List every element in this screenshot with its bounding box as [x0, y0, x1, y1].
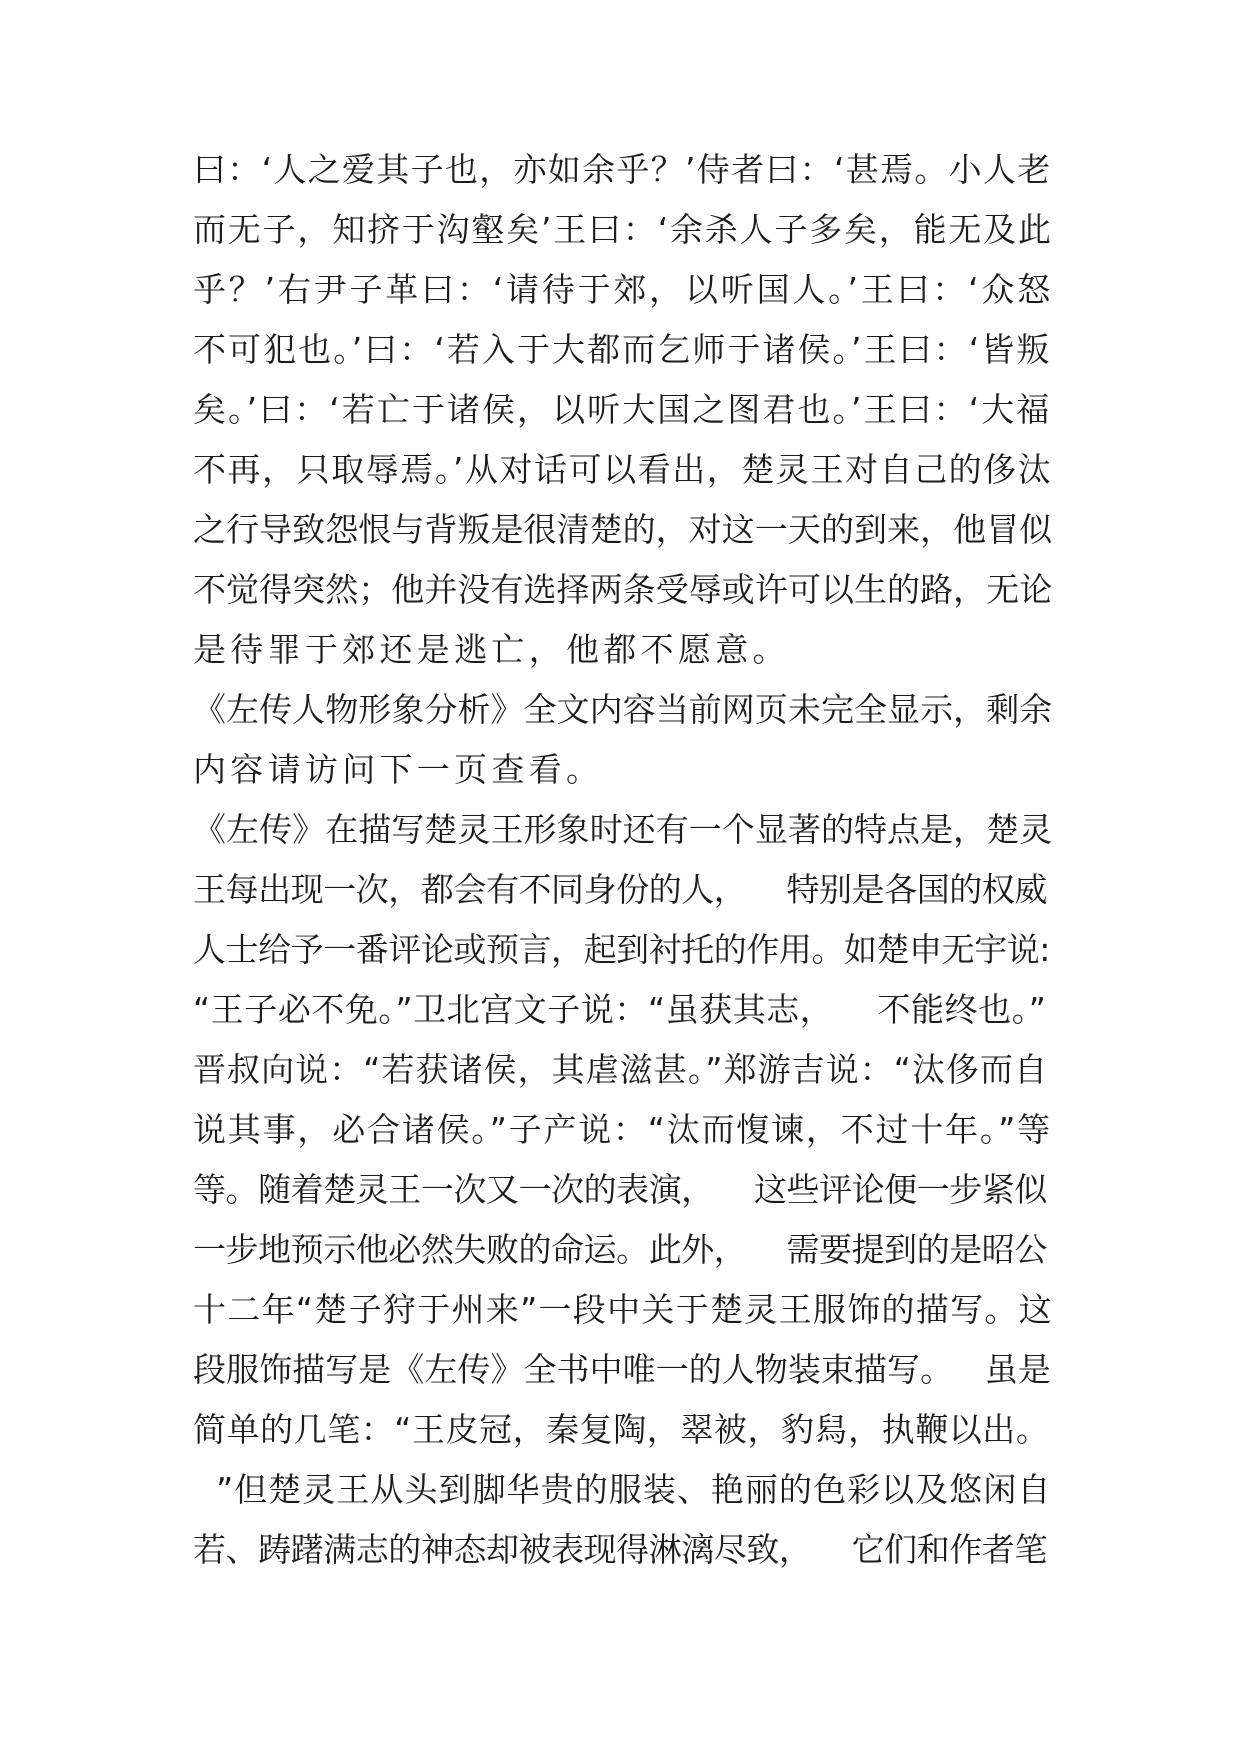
text-line: 王每出现一次，都会有不同身份的人， 特别是各国的权威	[193, 870, 1047, 909]
text-line: ”但楚灵王从头到脚华贵的服装、艳丽的色彩以及悠闲自	[193, 1470, 1052, 1509]
text-line: 等。随着楚灵王一次又一次的表演， 这些评论便一步紧似	[193, 1170, 1047, 1209]
text-line: 不再，只取辱焉。’从对话可以看出，楚灵王对自己的侈汰	[193, 450, 1053, 489]
text-line: 说其事，必合诸侯。”子产说：“汰而愎谏，不过十年。”等	[193, 1110, 1052, 1149]
text-line: 曰：‘人之爱其子也，亦如余乎？’侍者曰：‘甚焉。小人老	[193, 150, 1052, 189]
text-line: 晋叔向说：“若获诸侯，其虐滋甚。”郑游吉说：“汰侈而自	[193, 1050, 1049, 1089]
notice-line: 内容请访问下一页查看。	[193, 750, 604, 789]
text-line: 十二年“楚子狩于州来”一段中关于楚灵王服饰的描写。这	[193, 1290, 1053, 1329]
text-line: 乎？’右尹子革曰：‘请待于郊，以听国人。’王曰：‘众怒	[193, 270, 1053, 309]
text-line: 段服饰描写是《左传》全书中唯一的人物装束描写。 虽是	[193, 1350, 1051, 1389]
text-line: 不觉得突然；他并没有选择两条受辱或许可以生的路，无论	[193, 570, 1053, 609]
text-line: 一步地预示他必然失败的命运。此外， 需要提到的是昭公	[193, 1230, 1047, 1269]
text-line: 而无子，知挤于沟壑矣’王曰：‘余杀人子多矣，能无及此	[193, 210, 1053, 249]
text-line: 之行导致怨恨与背叛是很清楚的，对这一天的到来，他冒似	[193, 510, 1053, 549]
notice-line: 《左传人物形象分析》全文内容当前网页未完全显示，剩余	[193, 690, 1053, 729]
text-line: 《左传》在描写楚灵王形象时还有一个显著的特点是，楚灵	[193, 810, 1053, 849]
text-line: 简单的几笔：“王皮冠，秦复陶，翠被，豹舄，执鞭以出。	[193, 1410, 1050, 1449]
text-line: 若、踌躇满志的神态却被表现得淋漓尽致， 它们和作者笔	[193, 1530, 1047, 1569]
text-line: 人士给予一番评论或预言，起到衬托的作用。如楚申无宇说:	[193, 930, 1050, 969]
document-body	[193, 140, 1053, 1580]
text-line: 不可犯也。’曰：‘若入于大都而乞师于诸侯。’王曰：‘皆叛	[193, 330, 1052, 369]
text-line: 是待罪于郊还是逃亡，他都不愿意。	[193, 630, 790, 669]
text-line: “王子必不免。”卫北宫文子说：“虽获其志， 不能终也。”	[193, 990, 1047, 1029]
text-line: 矣。’曰：‘若亡于诸侯，以听大国之图君也。’王曰：‘大福	[193, 390, 1052, 429]
